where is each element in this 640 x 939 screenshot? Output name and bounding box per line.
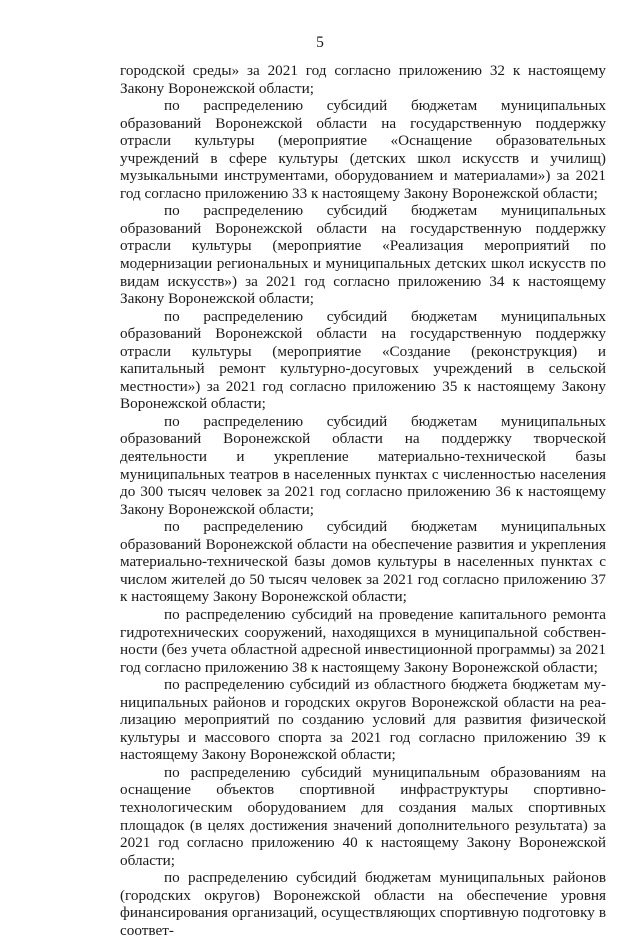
paragraph: по распределению субсидий муниципальным образованиям на оснащение объектов спортивной инфраструктуры спортивно-технологическим оборудованием для создания малых спортивных площадок (в целях достижения значений дополнительного результата) за 2021 год согласно приложению 40 к настоящему Закону Воронежской области; [120, 763, 606, 869]
paragraph: по распределению субсидий на проведение капитального ремонта гидротехнических сооружений, находящихся в муниципальной собственности (без учета областной адресной инвестиционной программы) за 2021 год согласно приложению 38 к настоящему Закону Воронежской области; [120, 605, 606, 676]
paragraph: по распределению субсидий бюджетам муниципальных образований Воронежской области на государственную поддержку отрасли культуры (мероприятие «Реализация мероприятий по модернизации региональных и муниципальных детских школ искусств по видам искусств») за 2021 год согласно приложению 34 к настоящему Закону Воронежской области; [120, 202, 606, 308]
paragraph: по распределению субсидий бюджетам муниципальных районов (городских округов) Воронежской области на обеспечение уровня финансирования организаций, осуществляющих спортивную подготовку в соответ- [120, 869, 606, 939]
page-number: 5 [316, 34, 324, 51]
document-body [120, 62, 606, 939]
paragraph: по распределению субсидий бюджетам муниципальных образований Воронежской области на поддержку творческой деятельности и укрепление материально-технической базы муниципальных театров в населенных пунктах с численностью населения до 300 тысяч человек за 2021 год согласно приложению 36 к настоящему Закону Воронежской области; [120, 412, 606, 518]
paragraph: по распределению субсидий бюджетам муниципальных образований Воронежской области на государственную поддержку отрасли культуры (мероприятие «Создание (реконструкция) и капитальный ремонт культурно-досуговых учреждений в сельской местности») за 2021 год согласно приложению 35 к настоящему Закону Воронежской области; [120, 307, 606, 413]
paragraph: по распределению субсидий из областного бюджета бюджетам муниципальных районов и городских округов Воронежской области на реализацию мероприятий по созданию условий для развития физической культуры и массового спорта за 2021 год согласно приложению 39 к настоящему Закону Воронежской области; [120, 676, 606, 764]
paragraph: по распределению субсидий бюджетам муниципальных образований Воронежской области на обеспечение развития и укрепления материально-технической базы домов культуры в населенных пунктах с числом жителей до 50 тысяч человек за 2021 год согласно приложению 37 к настоящему Закону Воронежской области; [120, 518, 606, 606]
paragraph: городской среды» за 2021 год согласно приложению 32 к настоящему Закону Воронежской области; [120, 62, 606, 97]
paragraph: по распределению субсидий бюджетам муниципальных образований Воронежской области на государственную поддержку отрасли культуры (мероприятие «Оснащение образовательных учреждений в сфере культуры (детских школ искусств и училищ) музыкальными инструментами, оборудованием и материалами») за 2021 год согласно приложению 33 к настоящему Закону Воронежской области; [120, 97, 606, 202]
